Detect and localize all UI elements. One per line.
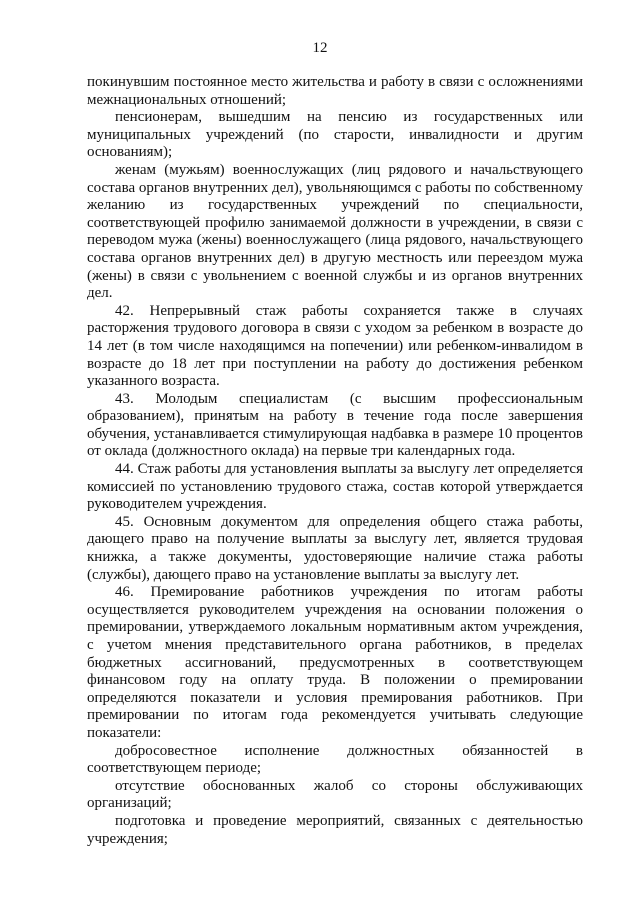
paragraph-pensioners: пенсионерам, вышедшим на пенсию из государственных или муниципальных учреждений (по старости, инвалидности и другим основаниям); (87, 109, 583, 161)
paragraph-43: 43. Молодым специалистам (с высшим профессиональным образованием), принятым на работу в течение года после завершения обучения, устанавливается стимулирующая надбавка в размере 10 процентов от оклада (должностного оклада) на первые три календарных года. (87, 390, 583, 460)
paragraph-42: 42. Непрерывный стаж работы сохраняется также в случаях расторжения трудового договора в связи с уходом за ребенком в возрасте до 14 лет (в том числе находящимся на попечении) или ребенком-инвалидом в возрасте до 18 лет при поступлении на работу до достижения ребенком указанного возраста. (87, 302, 583, 390)
paragraph-45: 45. Основным документом для определения общего стажа работы, дающего право на получение выплаты за выслугу лет, является трудовая книжка, а также документы, удостоверяющие наличие стажа работы (службы), дающего право на установление выплаты за выслугу лет. (87, 513, 583, 583)
paragraph-migrants: покинувшим постоянное место жительства и работу в связи с осложнениями межнациональных отношений; (87, 74, 583, 108)
paragraph-spouses: женам (мужьям) военнослужащих (лиц рядового и начальствующего состава органов внутренних дел), увольняющимся с работы по собственному желанию из государственных учреждений по специальности, соответствующей профилю занимаемой должности в учреждении, в связи с переводом мужа (жены) военнослужащего (лица рядового, начальствующего состава органов внутренних дел) в другую местность или переездом мужа (жены) в связи с увольнением с военной службы и из органов внутренних дел. (87, 161, 583, 302)
list-item-complaints: отсутствие обоснованных жалоб со стороны обслуживающих организаций; (87, 777, 583, 812)
document-body (87, 74, 583, 848)
page-number: 12 (312, 40, 328, 56)
paragraph-46: 46. Премирование работников учреждения по итогам работы осуществляется руководителем учреждения на основании положения о премировании, утверждаемого локальным нормативным актом учреждения, с учетом мнения представительного органа работников, в пределах бюджетных ассигнований, предусмотренных в соответствующем финансовом году на оплату труда. В положении о премировании определяются показатели и условия премирования работников. При премировании по итогам года рекомендуется учитывать следующие показатели: (87, 584, 583, 741)
list-item-duties: добросовестное исполнение должностных обязанностей в соответствующем периоде; (87, 742, 583, 777)
paragraph-44: 44. Стаж работы для установления выплаты за выслугу лет определяется комиссией по установлению трудового стажа, состав которой утверждается руководителем учреждения. (87, 461, 583, 513)
list-item-events: подготовка и проведение мероприятий, связанных с деятельностью учреждения; (87, 812, 583, 847)
